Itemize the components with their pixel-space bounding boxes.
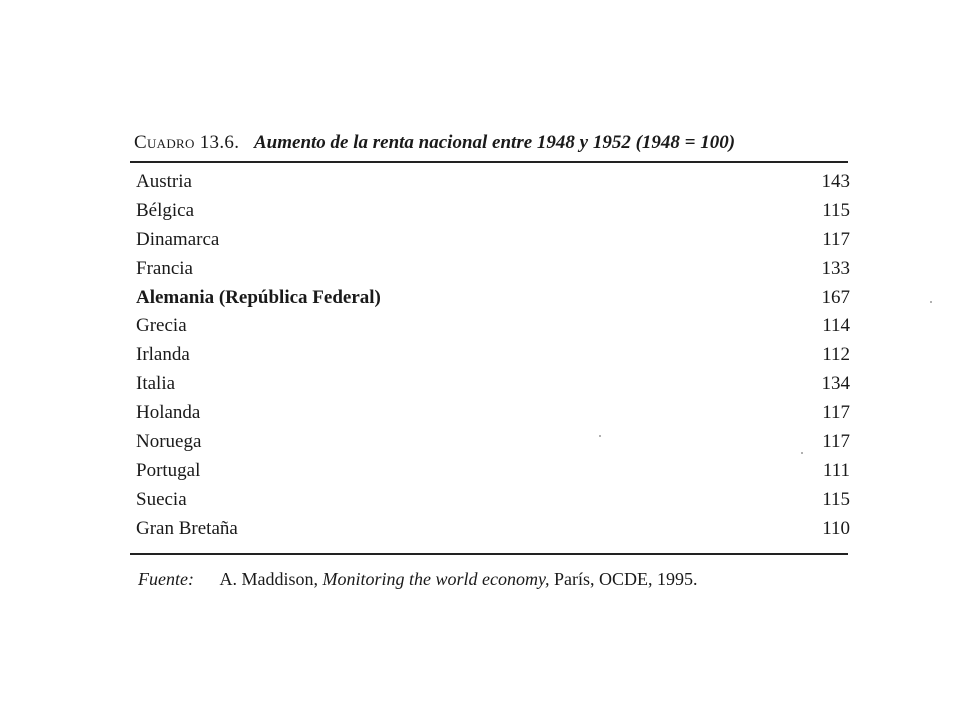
table-row: [130, 489, 852, 518]
value-cell: 110: [822, 517, 850, 539]
value-cell: 117: [822, 228, 850, 250]
table-row: [130, 171, 852, 200]
value-cell: 114: [822, 315, 850, 337]
table-source: [130, 569, 852, 590]
source-book: Monitoring the world economy,: [322, 568, 550, 589]
table-row: [130, 258, 852, 287]
table-row: [130, 518, 852, 547]
table-row: [130, 315, 852, 344]
table-row: [130, 460, 852, 489]
country-cell: Grecia: [136, 315, 187, 337]
country-cell: Holanda: [136, 402, 201, 424]
country-cell: Alemania (República Federal): [136, 286, 381, 308]
value-cell: 115: [822, 488, 850, 510]
value-cell: 133: [821, 257, 850, 279]
bottom-rule: [130, 553, 848, 555]
value-cell: 117: [822, 431, 850, 453]
country-cell: Noruega: [136, 431, 202, 453]
country-cell: Austria: [136, 171, 192, 192]
source-publisher: París, OCDE, 1995.: [553, 568, 698, 589]
scan-speck: [801, 452, 803, 454]
table-row: [130, 402, 852, 431]
country-cell: Irlanda: [136, 344, 190, 366]
table-row: [130, 287, 852, 316]
table-row: [130, 200, 852, 229]
scan-speck: [599, 435, 601, 437]
source-label: Fuente:: [138, 568, 194, 589]
table-caption: [130, 130, 852, 156]
value-cell: 111: [822, 459, 850, 481]
table-body: [130, 171, 852, 547]
source-author: A. Maddison,: [219, 568, 318, 589]
value-cell: 143: [821, 171, 850, 192]
country-cell: Dinamarca: [136, 228, 220, 250]
value-cell: 112: [822, 344, 850, 366]
value-cell: 115: [822, 199, 850, 221]
country-cell: Gran Bretaña: [136, 517, 238, 539]
country-cell: Portugal: [136, 459, 201, 481]
value-cell: 117: [822, 402, 850, 424]
value-cell: 134: [821, 373, 850, 395]
caption-title: Aumento de la renta nacional entre 1948 y 1952 (1948 = 100): [254, 132, 736, 153]
scan-speck: [930, 301, 932, 303]
document-page: [130, 130, 852, 590]
top-rule: [130, 161, 848, 163]
table-row: [130, 373, 852, 402]
value-cell: 167: [821, 286, 850, 308]
table-row: [130, 344, 852, 373]
country-cell: Bélgica: [136, 199, 195, 221]
caption-label: Cuadro 13.6.: [134, 132, 240, 153]
table-row: [130, 431, 852, 460]
country-cell: Suecia: [136, 488, 187, 510]
country-cell: Francia: [136, 257, 193, 279]
country-cell: Italia: [136, 373, 176, 395]
table-row: [130, 229, 852, 258]
